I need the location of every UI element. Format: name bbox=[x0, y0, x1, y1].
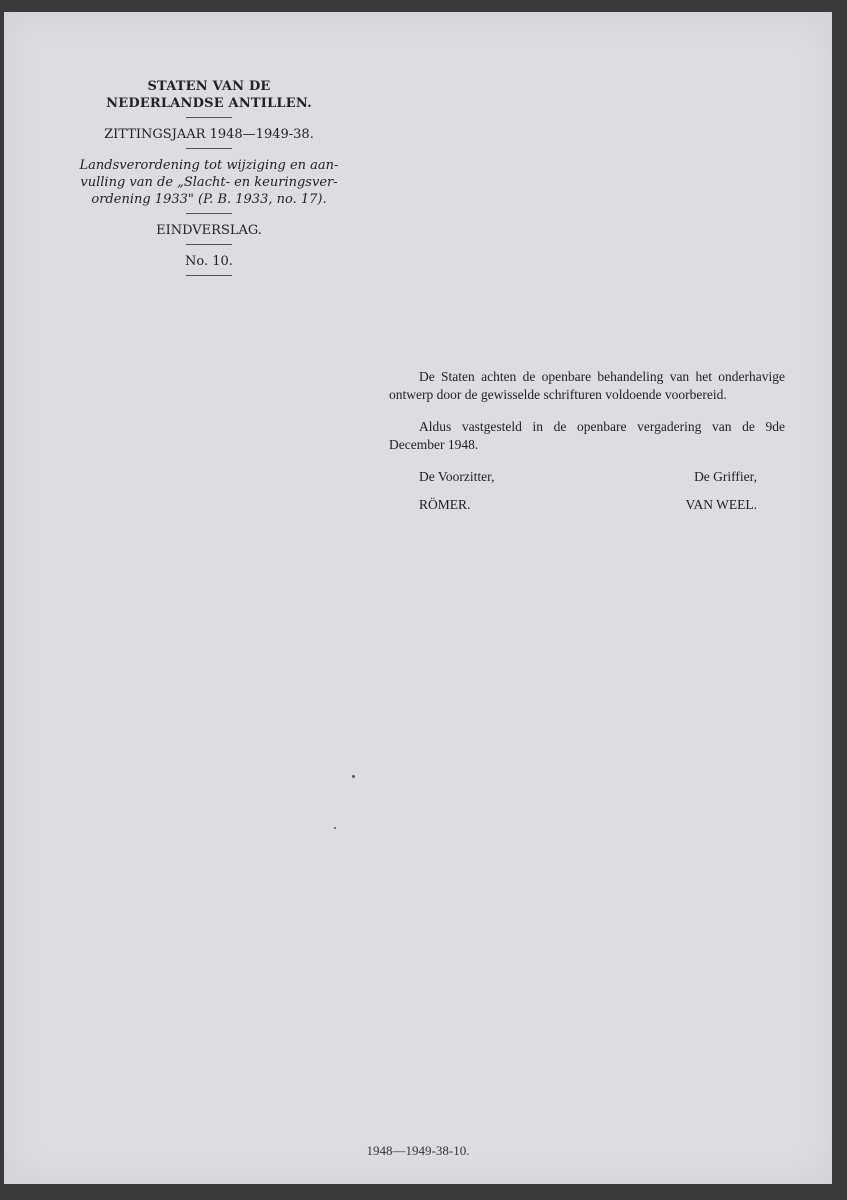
clerk-title: De Griffier, bbox=[694, 469, 757, 484]
report-body bbox=[389, 368, 785, 518]
session-year: ZITTINGSJAAR 1948—1949-38. bbox=[104, 127, 314, 142]
subject-line-1: Landsverordening tot wijziging en aan- bbox=[79, 158, 339, 173]
body-paragraph-2: Aldus vastgesteld in de openbare vergadering van de 9de December 1948. bbox=[389, 419, 785, 452]
divider-rule bbox=[186, 213, 232, 214]
chairman-title: De Voorzitter, bbox=[419, 469, 495, 484]
ordinance-subject bbox=[59, 157, 359, 208]
body-paragraph-1: De Staten achten de openbare behandeling van het onderhavige ontwerp door de gewisselde schrifturen voldoende voorbereid. bbox=[389, 369, 785, 402]
organization-name bbox=[59, 78, 359, 112]
org-line-2: NEDERLANDSE ANTILLEN. bbox=[106, 96, 312, 111]
divider-rule bbox=[186, 244, 232, 245]
paper-speck bbox=[334, 827, 336, 829]
signature-names bbox=[389, 496, 785, 518]
org-line-1: STATEN VAN DE bbox=[147, 79, 271, 94]
paper-speck bbox=[352, 775, 355, 778]
clerk-name: VAN WEEL. bbox=[685, 497, 757, 512]
document-code: 1948—1949-38-10. bbox=[366, 1143, 470, 1158]
subject-line-3: ordening 1933" (P. B. 1933, no. 17). bbox=[91, 192, 327, 207]
report-type: EINDVERSLAG. bbox=[156, 223, 262, 238]
signature-titles bbox=[389, 468, 785, 490]
subject-line-2: vulling van de „Slacht- en keuringsver- bbox=[80, 175, 338, 190]
report-number: No. 10. bbox=[185, 254, 233, 269]
document-page bbox=[4, 12, 832, 1184]
divider-rule bbox=[186, 117, 232, 118]
chairman-name: RÖMER. bbox=[419, 497, 471, 512]
divider-rule bbox=[186, 148, 232, 149]
divider-rule bbox=[186, 275, 232, 276]
document-header bbox=[59, 78, 359, 284]
